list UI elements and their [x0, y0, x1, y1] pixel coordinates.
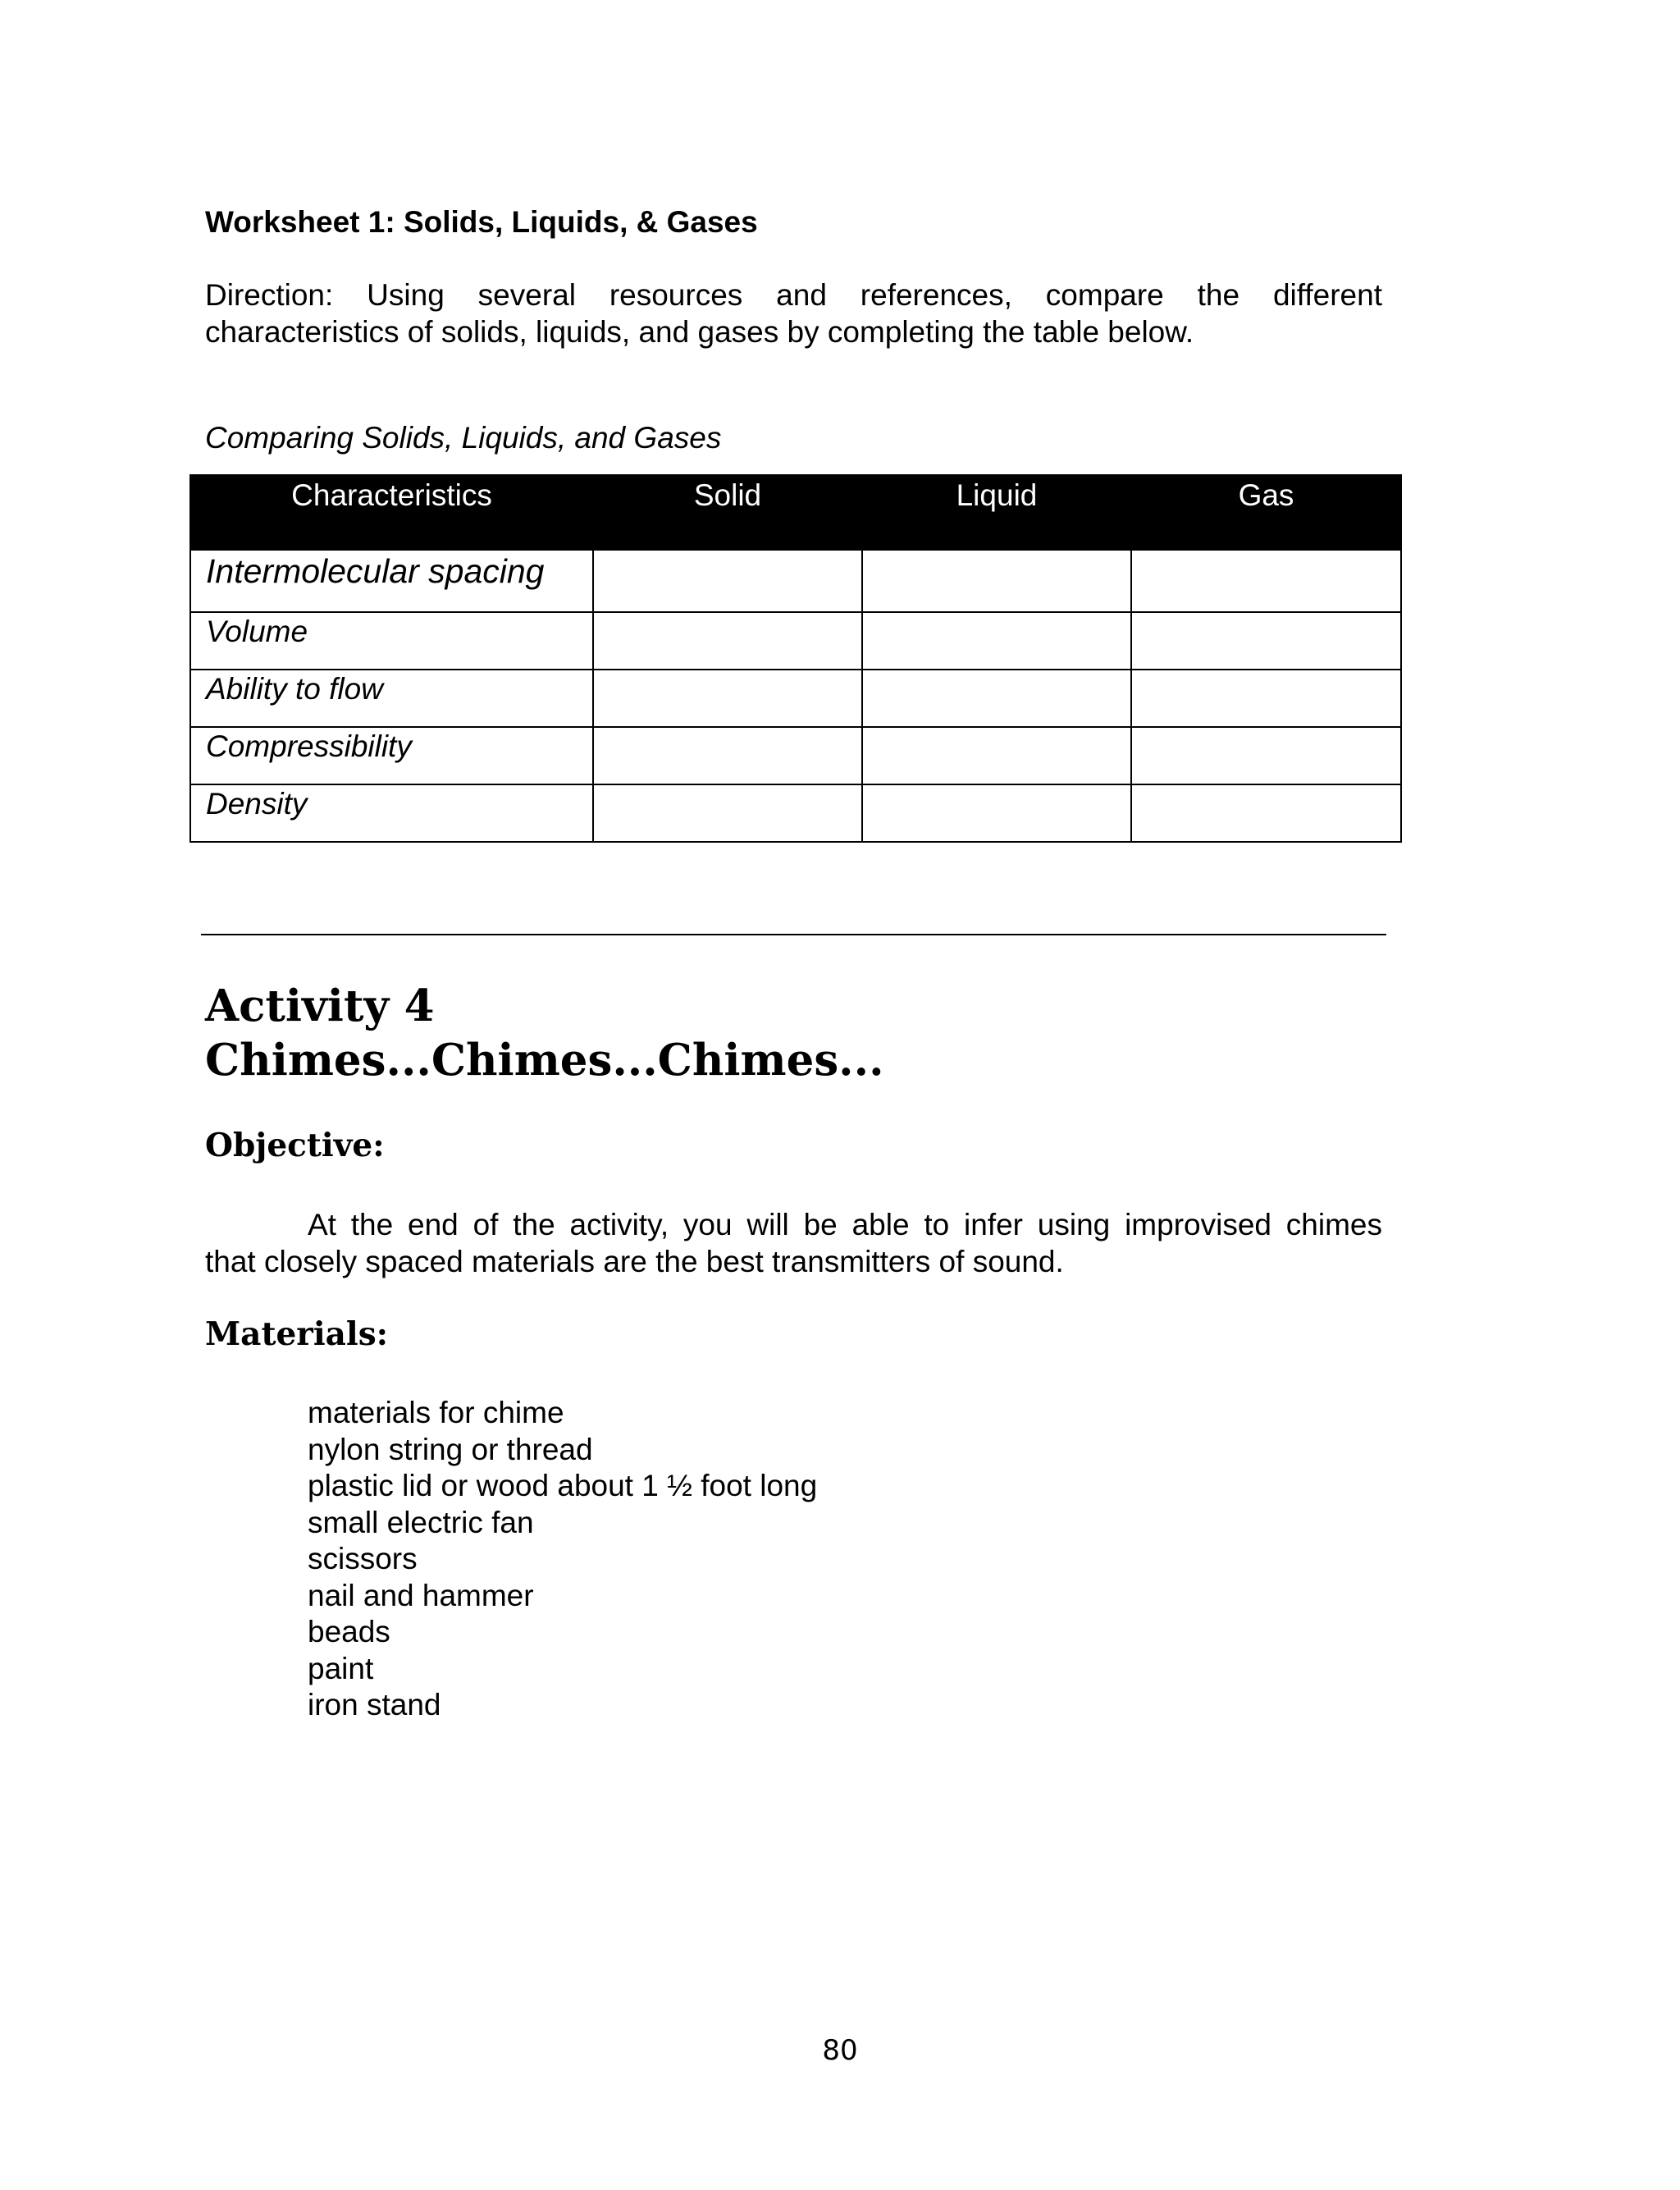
- header-liquid: Liquid: [862, 475, 1131, 550]
- table-row: [190, 670, 1401, 727]
- objective-line-2: that closely spaced materials are the best transmitters of sound.: [205, 1245, 1064, 1278]
- materials-heading: Materials:: [205, 1315, 389, 1353]
- table-caption: Comparing Solids, Liquids, and Gases: [205, 421, 722, 455]
- list-item: beads: [308, 1615, 390, 1648]
- row-label-compressibility: Compressibility: [190, 727, 593, 784]
- cell-solid-blank[interactable]: [593, 784, 862, 842]
- cell-liquid-blank[interactable]: [862, 612, 1131, 670]
- direction-line-1: Direction: Using several resources and references, compare the different: [205, 278, 1382, 312]
- cell-solid-blank[interactable]: [593, 670, 862, 727]
- cell-gas-blank[interactable]: [1131, 612, 1401, 670]
- cell-liquid-blank[interactable]: [862, 784, 1131, 842]
- table-row: [190, 727, 1401, 784]
- list-item: small electric fan: [308, 1505, 534, 1539]
- list-item: materials for chime: [308, 1396, 564, 1429]
- materials-list: [308, 1395, 817, 1724]
- list-item: paint: [308, 1651, 374, 1685]
- list-item: plastic lid or wood about 1 ½ foot long: [308, 1469, 818, 1502]
- row-label-density: Density: [190, 784, 593, 842]
- table-header-row: [190, 475, 1401, 550]
- objective-heading: Objective:: [205, 1127, 385, 1164]
- direction-line-2: characteristics of solids, liquids, and gases by completing the table below.: [205, 315, 1194, 349]
- header-gas: Gas: [1131, 475, 1401, 550]
- worksheet-title: Worksheet 1: Solids, Liquids, & Gases: [205, 205, 758, 239]
- cell-gas-blank[interactable]: [1131, 727, 1401, 784]
- section-divider: [201, 934, 1386, 935]
- cell-liquid-blank[interactable]: [862, 670, 1131, 727]
- cell-gas-blank[interactable]: [1131, 784, 1401, 842]
- list-item: scissors: [308, 1542, 418, 1575]
- cell-gas-blank[interactable]: [1131, 550, 1401, 612]
- cell-solid-blank[interactable]: [593, 727, 862, 784]
- direction-text: [205, 277, 1382, 350]
- comparison-table: [189, 474, 1402, 843]
- table-row: [190, 784, 1401, 842]
- row-label-intermolecular-spacing: Intermolecular spacing: [190, 550, 593, 612]
- cell-liquid-blank[interactable]: [862, 727, 1131, 784]
- activity-title-line-1: Activity 4: [205, 981, 435, 1031]
- activity-title: [205, 979, 884, 1087]
- page-number: 80: [822, 2034, 858, 2067]
- table-row: [190, 612, 1401, 670]
- cell-gas-blank[interactable]: [1131, 670, 1401, 727]
- objective-text: [205, 1206, 1382, 1280]
- cell-liquid-blank[interactable]: [862, 550, 1131, 612]
- header-characteristics: Characteristics: [190, 475, 593, 550]
- row-label-ability-to-flow: Ability to flow: [190, 670, 593, 727]
- table-row: [190, 550, 1401, 612]
- list-item: nylon string or thread: [308, 1432, 593, 1466]
- cell-solid-blank[interactable]: [593, 550, 862, 612]
- objective-line-1: At the end of the activity, you will be able to infer using improvised chimes: [308, 1208, 1382, 1241]
- header-solid: Solid: [593, 475, 862, 550]
- list-item: nail and hammer: [308, 1578, 534, 1612]
- cell-solid-blank[interactable]: [593, 612, 862, 670]
- list-item: iron stand: [308, 1688, 441, 1721]
- row-label-volume: Volume: [190, 612, 593, 670]
- activity-title-line-2: Chimes...Chimes...Chimes...: [205, 1035, 884, 1086]
